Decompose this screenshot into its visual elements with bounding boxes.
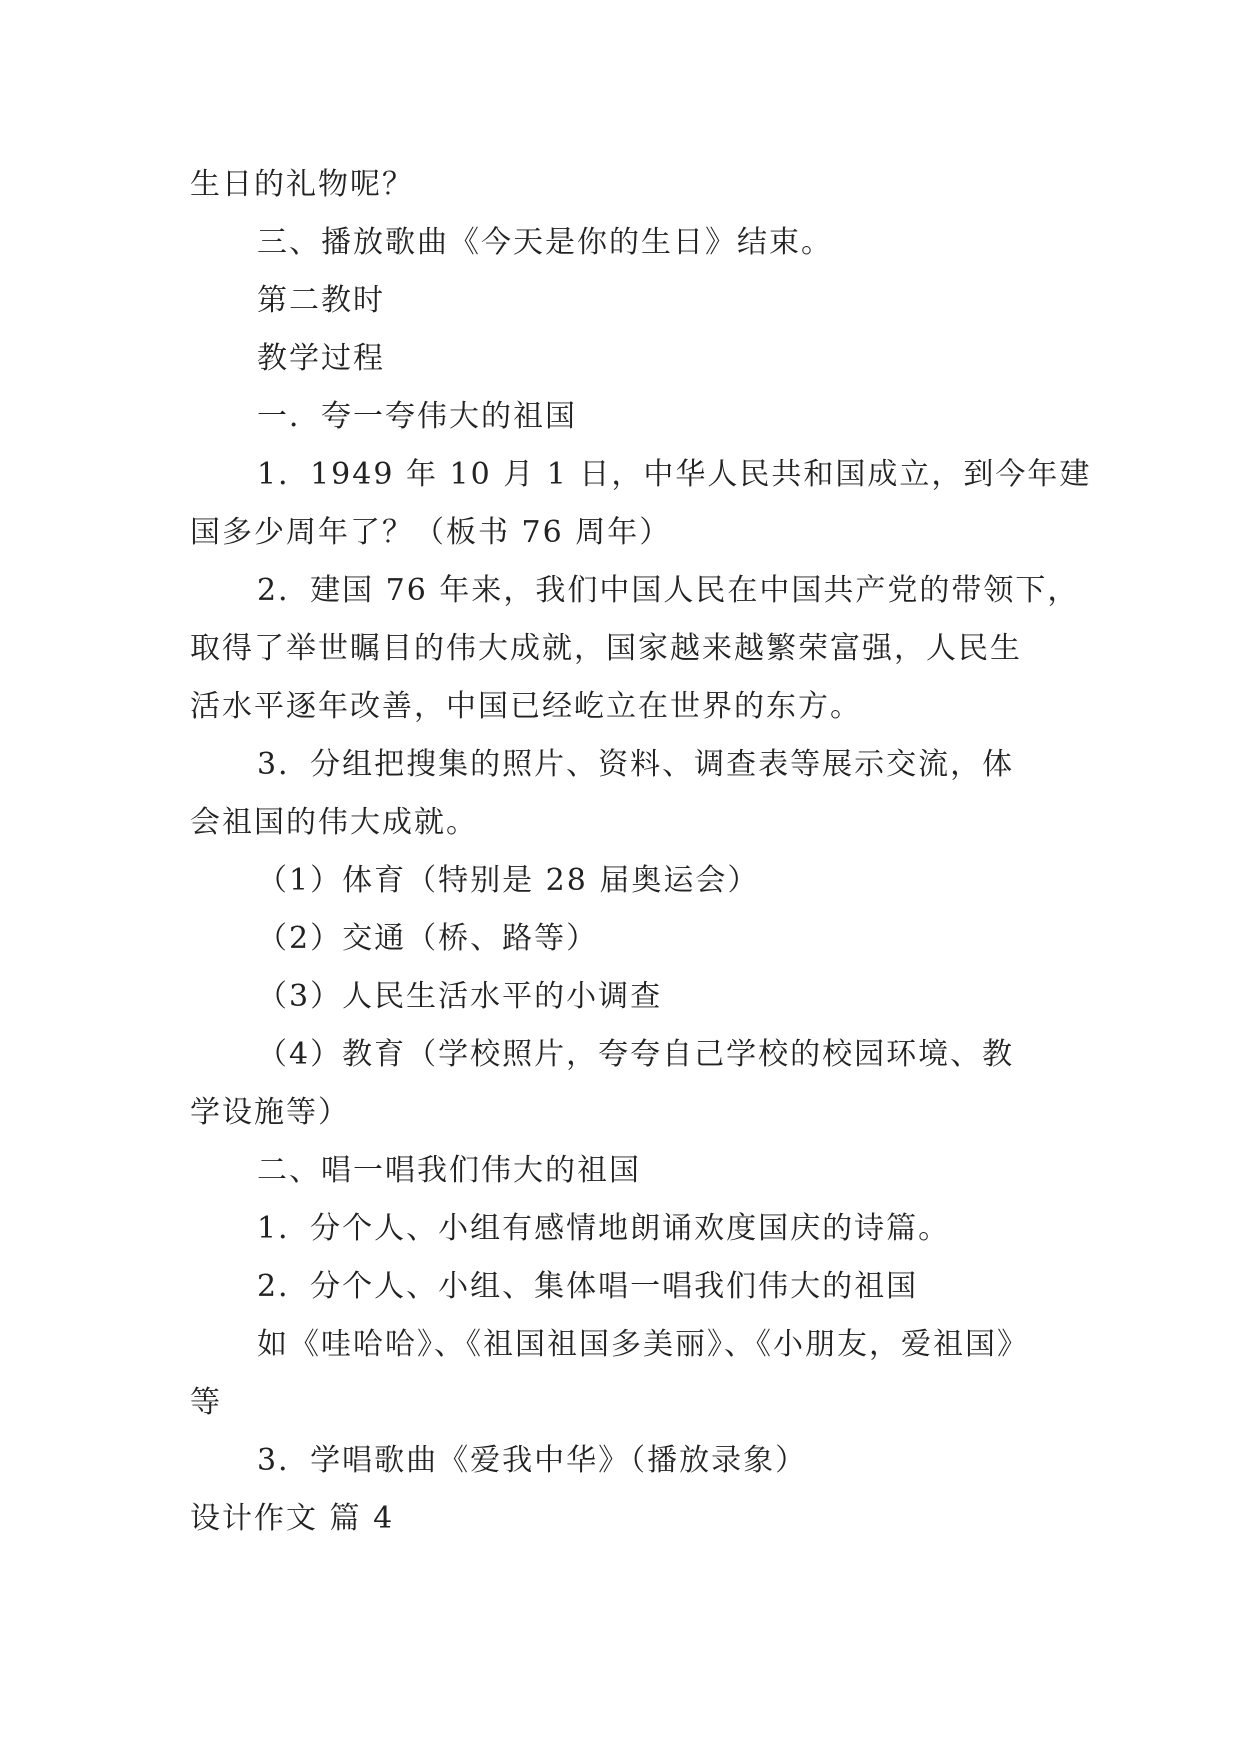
text-line: 国多少周年了？（板书 76 周年）	[190, 515, 672, 550]
text-line: 取得了举世瞩目的伟大成就，国家越来越繁荣富强，人民生	[190, 631, 1022, 666]
section-heading: 设计作文 篇 4	[190, 1501, 395, 1536]
text-line: 学设施等）	[190, 1095, 350, 1130]
text-line: 会祖国的伟大成就。	[190, 805, 478, 840]
text-line: 二、唱一唱我们伟大的祖国	[257, 1153, 641, 1188]
text-line: 三、播放歌曲《今天是你的生日》结束。	[257, 225, 833, 260]
text-line: （2）交通（桥、路等）	[257, 921, 599, 956]
text-line: 第二教时	[257, 283, 385, 318]
text-line: 一．夸一夸伟大的祖国	[257, 399, 577, 434]
text-line: 3．学唱歌曲《爱我中华》（播放录象）	[257, 1443, 808, 1478]
text-line: 生日的礼物呢？	[190, 167, 414, 202]
text-line: （4）教育（学校照片，夸夸自己学校的校园环境、教	[257, 1037, 1015, 1072]
text-line: 3．分组把搜集的照片、资料、调查表等展示交流，体	[257, 747, 1015, 782]
text-line: 教学过程	[257, 341, 385, 376]
text-line: （3）人民生活水平的小调查	[257, 979, 663, 1014]
text-line: 1．1949 年 10 月 1 日，中华人民共和国成立，到今年建	[257, 457, 1092, 492]
text-line: 2．分个人、小组、集体唱一唱我们伟大的祖国	[257, 1269, 919, 1304]
text-line: 如《哇哈哈》、《祖国祖国多美丽》、《小朋友，爱祖国》	[257, 1327, 1029, 1362]
text-line: （1）体育（特别是 28 届奥运会）	[257, 863, 760, 898]
text-line: 等	[190, 1385, 222, 1420]
text-line: 2．建国 76 年来，我们中国人民在中国共产党的带领下，	[257, 573, 1080, 608]
text-line: 1．分个人、小组有感情地朗诵欢度国庆的诗篇。	[257, 1211, 951, 1246]
text-line: 活水平逐年改善，中国已经屹立在世界的东方。	[190, 689, 862, 724]
